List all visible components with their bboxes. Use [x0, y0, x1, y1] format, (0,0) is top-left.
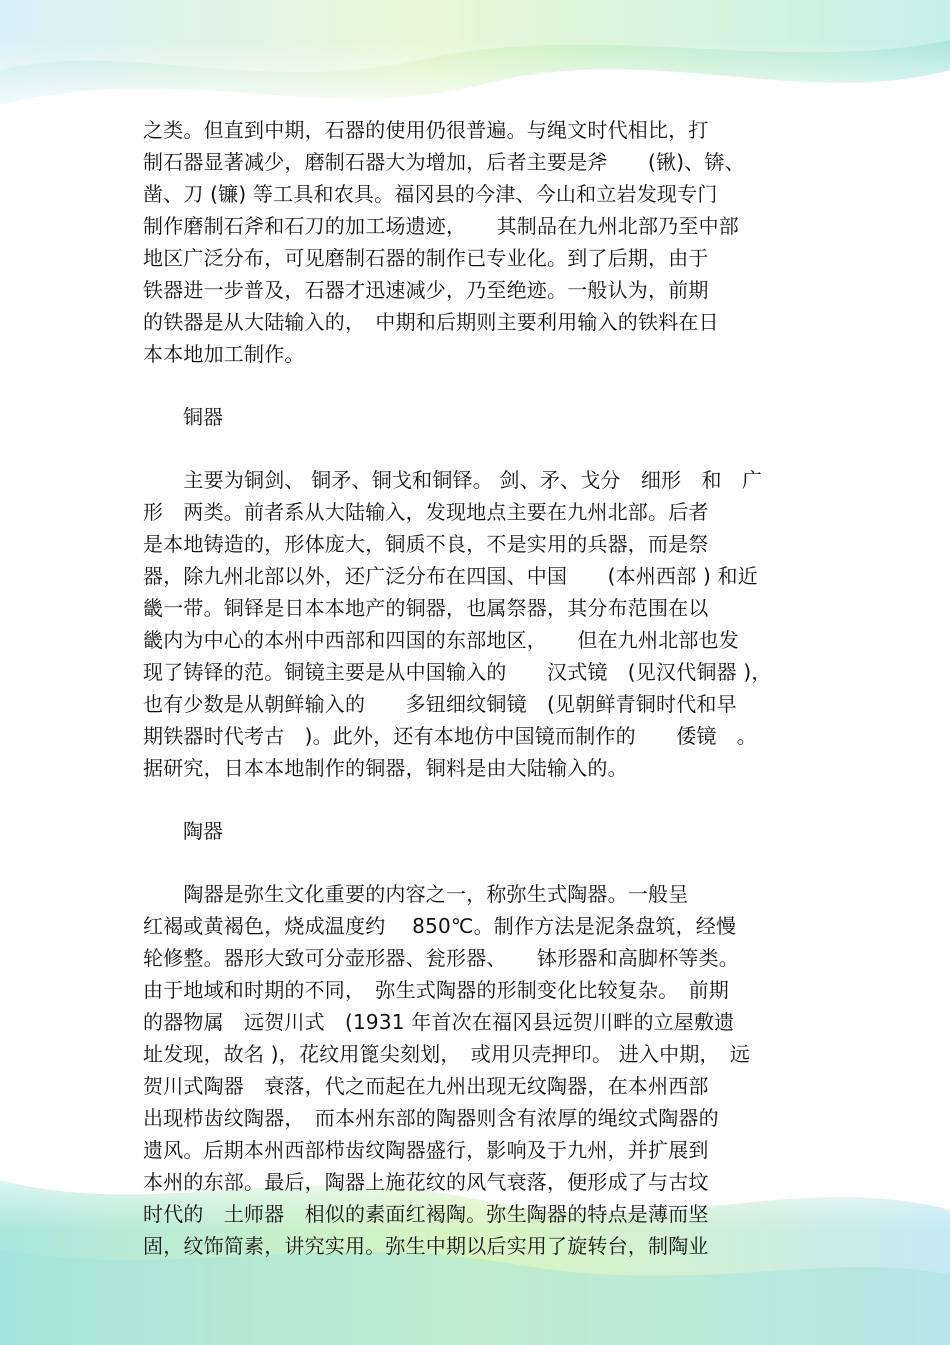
text-line: 据研究，日本本地制作的铜器，铜料是由大陆输入的。 — [143, 756, 628, 780]
text-line: 的铁器是从大陆输入的， 中期和后期则主要利用输入的铁料在日 — [143, 310, 719, 334]
text-line: 红褐或黄褐色，烧成温度约 850℃。制作方法是泥条盘筑，经慢 — [143, 914, 737, 938]
text-line: 的器物属 远贺川式 (1931 年首次在福冈县远贺川畔的立屋敷遗 — [143, 1010, 735, 1034]
text-line: 由于地域和时期的不同， 弥生式陶器的形制变化比较复杂。 前期 — [143, 978, 729, 1002]
text-line: 贺川式陶器 衰落，代之而起在九州出现无纹陶器，在本州西部 — [143, 1074, 709, 1098]
text-line: 形 两类。前者系从大陆输入，发现地点主要在九州北部。后者 — [143, 500, 709, 524]
text-line: 凿、刀 (镰) 等工具和农具。福冈县的今津、今山和立岩发现专门 — [143, 182, 718, 206]
text-line: 陶器是弥生文化重要的内容之一，称弥生式陶器。一般呈 — [143, 882, 689, 906]
text-line: 本州的东部。最后，陶器上施花纹的风气衰落，便形成了与古坟 — [143, 1170, 709, 1194]
text-line: 时代的 土师器 相似的素面红褐陶。弥生陶器的特点是薄而坚 — [143, 1202, 709, 1226]
text-line: 出现栉齿纹陶器， 而本州东部的陶器则含有浓厚的绳纹式陶器的 — [143, 1106, 719, 1130]
bronze-paragraph — [143, 464, 823, 784]
text-line: 是本地铸造的，形体庞大，铜质不良，不是实用的兵器，而是祭 — [143, 532, 709, 556]
text-line: 期铁器时代考古 )。此外，还有本地仿中国镜而制作的 倭镜 。 — [143, 724, 758, 748]
text-line: 畿内为中心的本州中西部和四国的东部地区， 但在九州北部也发 — [143, 628, 739, 652]
text-line: 本本地加工制作。 — [143, 342, 305, 366]
text-line: 轮修整。器形大致可分壶形器、瓮形器、 钵形器和高脚杯等类。 — [143, 946, 739, 970]
text-line: 现了铸铎的范。铜镜主要是从中国输入的 汉式镜 (见汉代铜器 )， — [143, 660, 772, 684]
text-line: 畿一带。铜铎是日本本地产的铜器，也属祭器，其分布范围在以 — [143, 596, 709, 620]
text-line: 固，纹饰简素，讲究实用。弥生中期以后实用了旋转台，制陶业 — [143, 1234, 709, 1258]
intro-paragraph — [143, 114, 823, 370]
text-line: 遗风。后期本州西部栉齿纹陶器盛行，影响及于九州，并扩展到 — [143, 1138, 709, 1162]
text-line: 主要为铜剑、 铜矛、铜戈和铜铎。 剑、矛、戈分 细形 和 广 — [143, 468, 763, 492]
section-heading-pottery: 陶器 — [143, 819, 223, 843]
text-line: 制作磨制石斧和石刀的加工场遗迹， 其制品在九州北部乃至中部 — [143, 214, 739, 238]
text-line: 之类。但直到中期，石器的使用仍很普遍。与绳文时代相比，打 — [143, 118, 709, 142]
section-heading-bronze: 铜器 — [143, 405, 223, 429]
text-line: 址发现，故名 )，花纹用篦尖刻划， 或用贝壳押印。 进入中期， 远 — [143, 1042, 751, 1066]
text-line: 地区广泛分布，可见磨制石器的制作已专业化。到了后期，由于 — [143, 246, 709, 270]
pottery-paragraph — [143, 878, 823, 1262]
text-line: 铁器进一步普及，石器才迅速减少，乃至绝迹。一般认为，前期 — [143, 278, 709, 302]
text-line: 器，除九州北部以外，还广泛分布在四国、中国 (本州西部 ) 和近 — [143, 564, 758, 588]
document-body — [143, 114, 823, 1262]
text-line: 制石器显著减少，磨制石器大为增加，后者主要是斧 (锹)、锛、 — [143, 150, 745, 174]
text-line: 也有少数是从朝鲜输入的 多钮细纹铜镜 (见朝鲜青铜时代和早 — [143, 692, 737, 716]
